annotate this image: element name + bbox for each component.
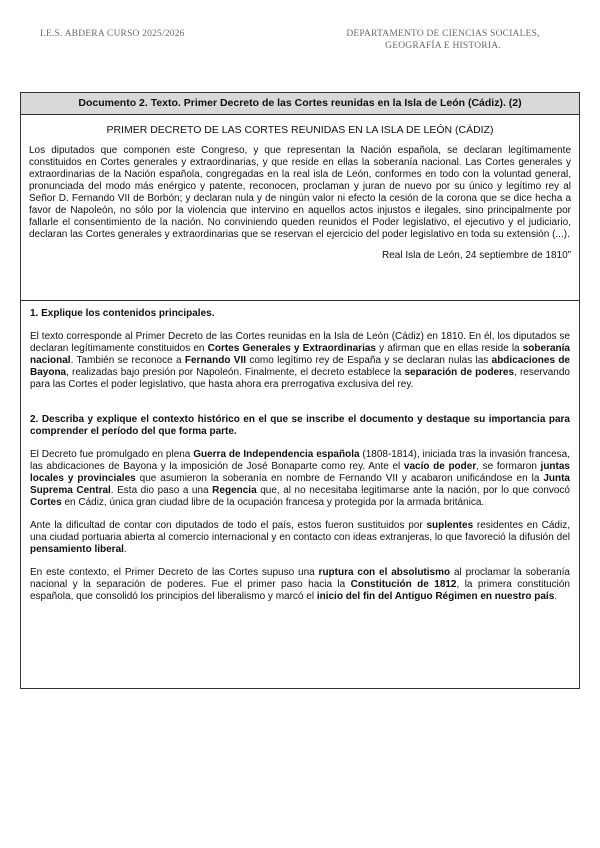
decree-heading: PRIMER DECRETO DE LAS CORTES REUNIDAS EN LA ISLA DE LEÓN (CÁDIZ) xyxy=(106,124,494,136)
department-line-2: GEOGRAFÍA E HISTORIA. xyxy=(385,40,501,51)
department-header xyxy=(338,29,548,52)
question-2-title: 2. Describa y explique el contexto histórico en el que se inscribe el documento y destaque su importancia para comprender el período del que forma parte. xyxy=(30,414,570,437)
document-text-box xyxy=(20,114,580,301)
answer-1-paragraph: El texto corresponde al Primer Decreto de las Cortes reunidas en la Isla de León (Cádiz) en 1810. En él, los diputados se declaran legítimamente constituidos en Cortes Generales y Extraordinarias y afirman que en ellas reside la soberanía nacional. También se reconoce a Fernando VII como legítimo rey de España y se declaran nulas las abdicaciones de Bayona, realizadas bajo presión por Napoleón. Finalmente, el decreto establece la separación de poderes, reservando para las Cortes el poder legislativo, que hasta ahora era prerrogativa exclusiva del rey. xyxy=(30,331,570,390)
document-title: Documento 2. Texto. Primer Decreto de las Cortes reunidas en la Isla de León (Cádiz). (2) xyxy=(20,92,580,115)
answers-box xyxy=(20,300,580,689)
question-1-title: 1. Explique los contenidos principales. xyxy=(30,308,215,319)
decree-body: Los diputados que componen este Congreso, y que representan la Nación española, se declaran legítimamente constituidos en Cortes generales y extraordinarias, y que reside en ellas la soberanía nacional. Las Cortes generales y extraordinarias de la Nación española, congregadas en la real isla de León, conformes en todo con la voluntad general, pronunciada del modo más enérgico y patente, reconocen, proclaman y juran de nuevo por su único y legítimo rey al Señor D. Fernando VII de Borbón; y declaran nula y de ningún valor ni efecto la cesión de la corona que se dice hecha a favor de Napoleón, no sólo por la violencia que intervino en aquellos actos injustos e ilegales, sino principalmente por fallarle el consentimiento de la nación. No conviniendo queden reunidos el Poder legislativo, el ejecutivo y el judiciario, declaran las Cortes generales y extraordinarias que se reservan el ejercicio del poder legislativo en toda su extensión (...). xyxy=(29,145,571,240)
decree-signature: Real Isla de León, 24 septiembre de 1810” xyxy=(381,250,571,261)
answer-2-paragraph-3: En este contexto, el Primer Decreto de las Cortes supuso una ruptura con el absolutismo al proclamar la soberanía nacional y la separación de poderes. Fue el primer paso hacia la Constitución de 1812, la primera constitución española, que consolidó los principios del liberalismo y marcó el inicio del fin del Antiguo Régimen en nuestro país. xyxy=(30,567,570,602)
school-header: I.E.S. ABDERA CURSO 2025/2026 xyxy=(40,29,185,39)
answer-2-paragraph-1: El Decreto fue promulgado en plena Guerra de Independencia española (1808-1814), iniciada tras la invasión francesa, las abdicaciones de Bayona y la imposición de José Bonaparte como rey. Ante el vacío de poder, se formaron juntas locales y provinciales que asumieron la soberanía en nombre de Fernando VII y acabaron unificándose en la Junta Suprema Central. Esta dio paso a una Regencia que, al no necesitaba legitimarse ante la nación, por lo que convocó Cortes en Cádiz, única gran ciudad libre de la ocupación francesa y protegida por la armada británica. xyxy=(30,449,570,508)
answer-2-paragraph-2: Ante la dificultad de contar con diputados de todo el país, estos fueron sustituidos por suplentes residentes en Cádiz, una ciudad portuaria abierta al comercio internacional y en contacto con ideas extranjeras, lo que favoreció la difusión del pensamiento liberal. xyxy=(30,520,570,555)
department-line-1: DEPARTAMENTO DE CIENCIAS SOCIALES, xyxy=(346,29,540,39)
